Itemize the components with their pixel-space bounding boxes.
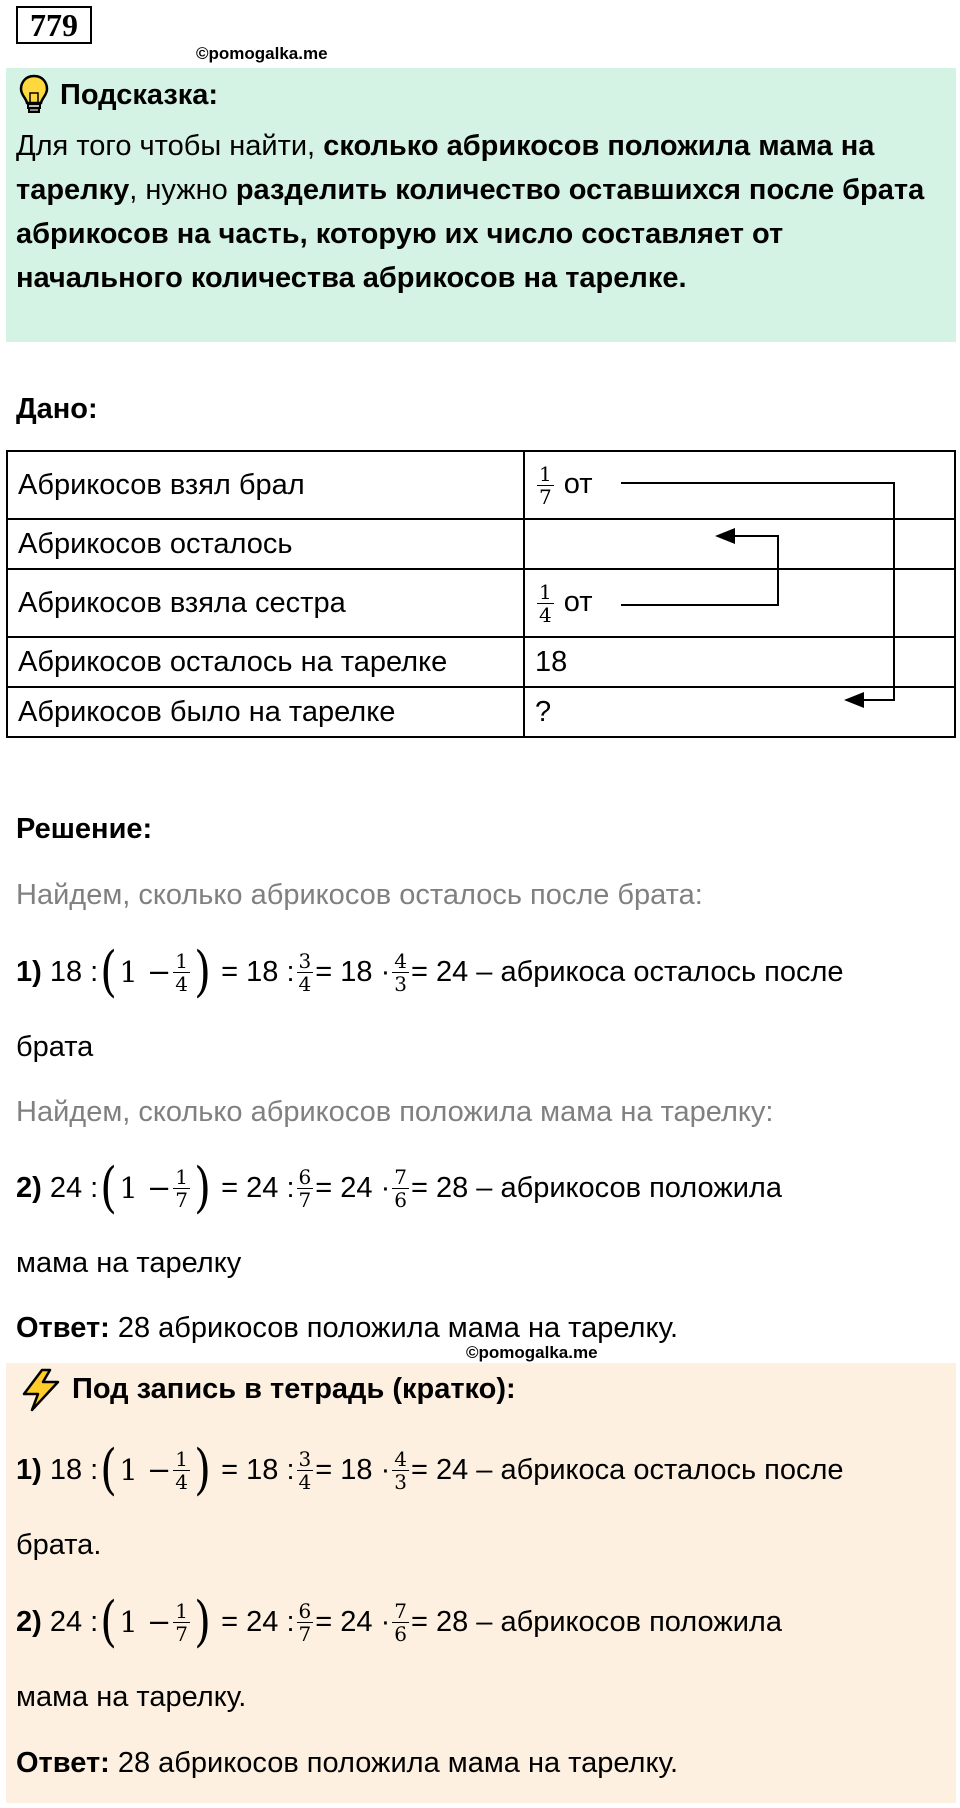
lightning-icon [20, 1368, 62, 1412]
fraction: $\frac{1}{7}$ [539, 461, 552, 509]
note-step2-wrap: мама на тарелку. [16, 1681, 247, 1713]
step2-formula: 2) 24 : ( 1 − $\frac{1}{7}$ ) = 24 : $\frac{6}{7}$ = 24 · $\frac{7}{6}$ = 28 – абрикосов положила [16, 1156, 782, 1219]
given-value: 18 [524, 637, 955, 687]
given-label: Абрикосов взяла сестра [7, 569, 524, 637]
fraction: $\frac{1}{4}$ [539, 579, 552, 627]
relation-arrows [0, 0, 960, 760]
notebook-title: Под запись в тетрадь (кратко): [72, 1373, 516, 1405]
given-label: Абрикосов осталось [7, 519, 524, 569]
note-step2-formula: 2) 24 : ( 1 − $\frac{1}{7}$ ) = 24 : $\frac{6}{7}$ = 24 · $\frac{7}{6}$ = 28 – абрикосов положила [16, 1590, 782, 1653]
answer: Ответ: 28 абрикосов положила мама на тарелку. [16, 1312, 679, 1344]
step1-formula: 1) 18 : ( 1 − $\frac{1}{4}$ ) = 18 : $\frac{3}{4}$ = 18 · $\frac{4}{3}$ = 24 – абрикоса осталось после [16, 940, 844, 1003]
given-label: Абрикосов взял брал [7, 451, 524, 519]
hint-text: Для того чтобы найти, сколько абрикосов положила мама на тарелку, нужно разделить количество оставшихся после брата абрикосов на часть, которую их число составляет от начального количества абрикосов на тарелке. [16, 130, 925, 294]
solution-title: Решение: [16, 813, 153, 845]
step1-intro: Найдем, сколько абрикосов осталось после брата: [16, 879, 703, 911]
arrow-brother-to-total [621, 483, 894, 700]
given-value: $\frac{1}{4}$ от [524, 569, 955, 637]
note-answer: Ответ: 28 абрикосов положила мама на тарелку. [16, 1747, 679, 1779]
step2-wrap: мама на тарелку [16, 1247, 242, 1279]
note-step1-wrap: брата. [16, 1529, 102, 1561]
arrow-sister-to-remaining [621, 536, 778, 605]
step1-wrap: брата [16, 1031, 94, 1063]
given-value: $\frac{1}{7}$ от [524, 451, 955, 519]
given-label: Абрикосов было на тарелке [7, 687, 524, 737]
given-value: ? [524, 687, 955, 737]
given-label: Абрикосов осталось на тарелке [7, 637, 524, 687]
watermark: ©pomogalka.me [196, 44, 328, 63]
task-number: 779 [16, 6, 92, 44]
notebook-panel [6, 1363, 956, 1803]
watermark: ©pomogalka.me [466, 1343, 598, 1362]
step2-intro: Найдем, сколько абрикосов положила мама на тарелку: [16, 1096, 774, 1128]
hint-title: Подсказка: [60, 79, 219, 111]
given-title: Дано: [16, 393, 98, 425]
note-step1-formula: 1) 18 : ( 1 − $\frac{1}{4}$ ) = 18 : $\frac{3}{4}$ = 18 · $\frac{4}{3}$ = 24 – абрикоса осталось после [16, 1438, 844, 1501]
